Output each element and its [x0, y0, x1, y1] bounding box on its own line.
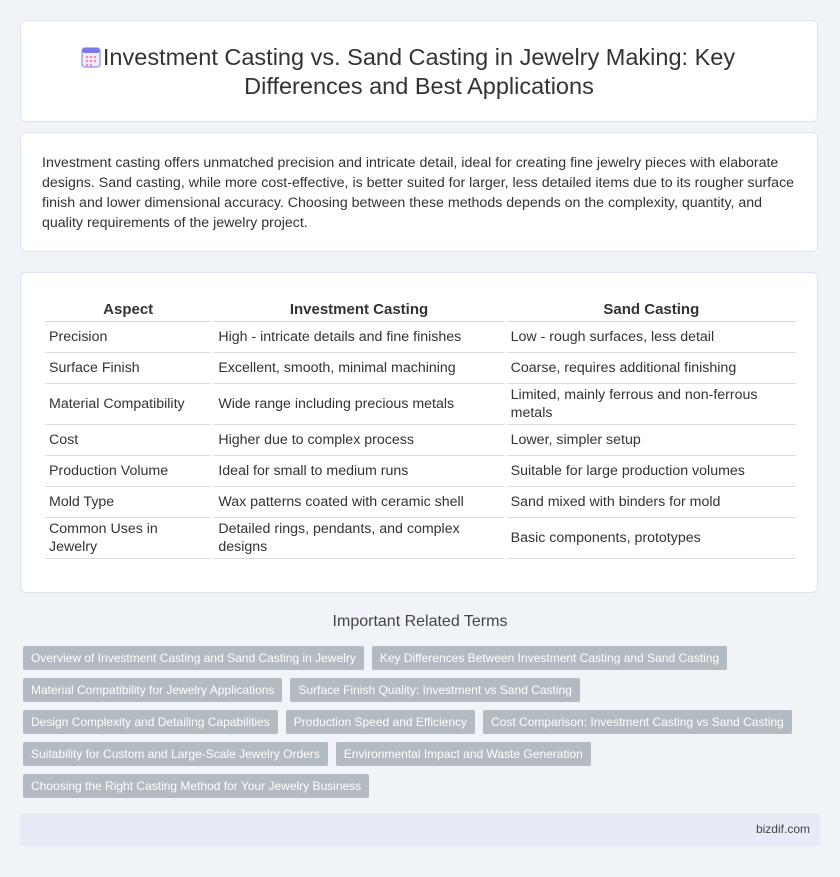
table-cell: Low - rough surfaces, less detail — [507, 322, 796, 353]
intro-text: Investment casting offers unmatched precision and intricate detail, ideal for creating fine jewelry pieces with elaborate designs. Sand casting, while more cost-effective, is better suited for larger, less detailed items due to its rougher surface finish and lower dimensional accuracy. Choosing between these methods depends on the complexity, quantity, and quality requirements of the jewelry project. — [42, 155, 795, 231]
page-title-line1: Investment Casting vs. Sand Casting in Jewelry Making: Key — [102, 44, 736, 70]
table-cell: Production Volume — [45, 456, 211, 487]
intro-card — [20, 132, 818, 252]
table-cell: Common Uses in Jewelry — [45, 518, 211, 559]
related-term-tag[interactable]: Material Compatibility for Jewelry Applications — [23, 678, 282, 702]
related-term-tag[interactable]: Overview of Investment Casting and Sand Casting in Jewelry — [23, 646, 364, 670]
footer-site-link[interactable]: bizdif.com — [755, 822, 810, 836]
table-cell: Suitable for large production volumes — [507, 456, 796, 487]
related-term-tag[interactable]: Design Complexity and Detailing Capabilities — [23, 710, 278, 734]
table-header-investment: Investment Casting — [214, 295, 503, 322]
related-term-tag[interactable]: Surface Finish Quality: Investment vs Sand Casting — [290, 678, 579, 702]
table-cell: High - intricate details and fine finishes — [214, 322, 503, 353]
table-cell: Detailed rings, pendants, and complex designs — [214, 518, 503, 559]
table-row — [45, 384, 796, 425]
table-cell: Higher due to complex process — [214, 425, 503, 456]
related-term-tag[interactable]: Suitability for Custom and Large-Scale Jewelry Orders — [23, 742, 328, 766]
related-term-tag[interactable]: Cost Comparison: Investment Casting vs Sand Casting — [483, 710, 792, 734]
table-cell: Precision — [45, 322, 211, 353]
table-cell: Mold Type — [45, 487, 211, 518]
table-cell: Lower, simpler setup — [507, 425, 796, 456]
table-cell: Cost — [45, 425, 211, 456]
page-title-line2: Differences and Best Applications — [244, 73, 594, 99]
table-cell: Sand mixed with binders for mold — [507, 487, 796, 518]
table-row — [45, 456, 796, 487]
table-cell: Material Compatibility — [45, 384, 211, 425]
footer — [20, 813, 820, 846]
comparison-table-card — [20, 272, 818, 593]
calendar-grid-icon — [81, 46, 101, 68]
header-card — [20, 20, 818, 122]
table-row — [45, 353, 796, 384]
table-row — [45, 487, 796, 518]
table-cell: Surface Finish — [45, 353, 211, 384]
page-title — [21, 43, 817, 101]
table-cell: Basic components, prototypes — [507, 518, 796, 559]
table-cell: Wax patterns coated with ceramic shell — [214, 487, 503, 518]
comparison-table — [42, 295, 799, 559]
table-cell: Limited, mainly ferrous and non-ferrous metals — [507, 384, 796, 425]
related-term-tag[interactable]: Choosing the Right Casting Method for Your Jewelry Business — [23, 774, 369, 798]
table-header-aspect: Aspect — [45, 295, 211, 322]
table-cell: Ideal for small to medium runs — [214, 456, 503, 487]
table-row — [45, 518, 796, 559]
table-cell: Excellent, smooth, minimal machining — [214, 353, 503, 384]
table-header-row — [45, 295, 796, 322]
related-term-tag[interactable]: Key Differences Between Investment Casting and Sand Casting — [372, 646, 727, 670]
related-term-tag[interactable]: Production Speed and Efficiency — [286, 710, 475, 734]
table-header-sand: Sand Casting — [507, 295, 796, 322]
related-terms-list — [23, 646, 803, 806]
related-term-tag[interactable]: Environmental Impact and Waste Generation — [336, 742, 591, 766]
table-cell: Coarse, requires additional finishing — [507, 353, 796, 384]
table-cell: Wide range including precious metals — [214, 384, 503, 425]
related-terms-title: Important Related Terms — [332, 613, 508, 630]
table-row — [45, 425, 796, 456]
table-row — [45, 322, 796, 353]
